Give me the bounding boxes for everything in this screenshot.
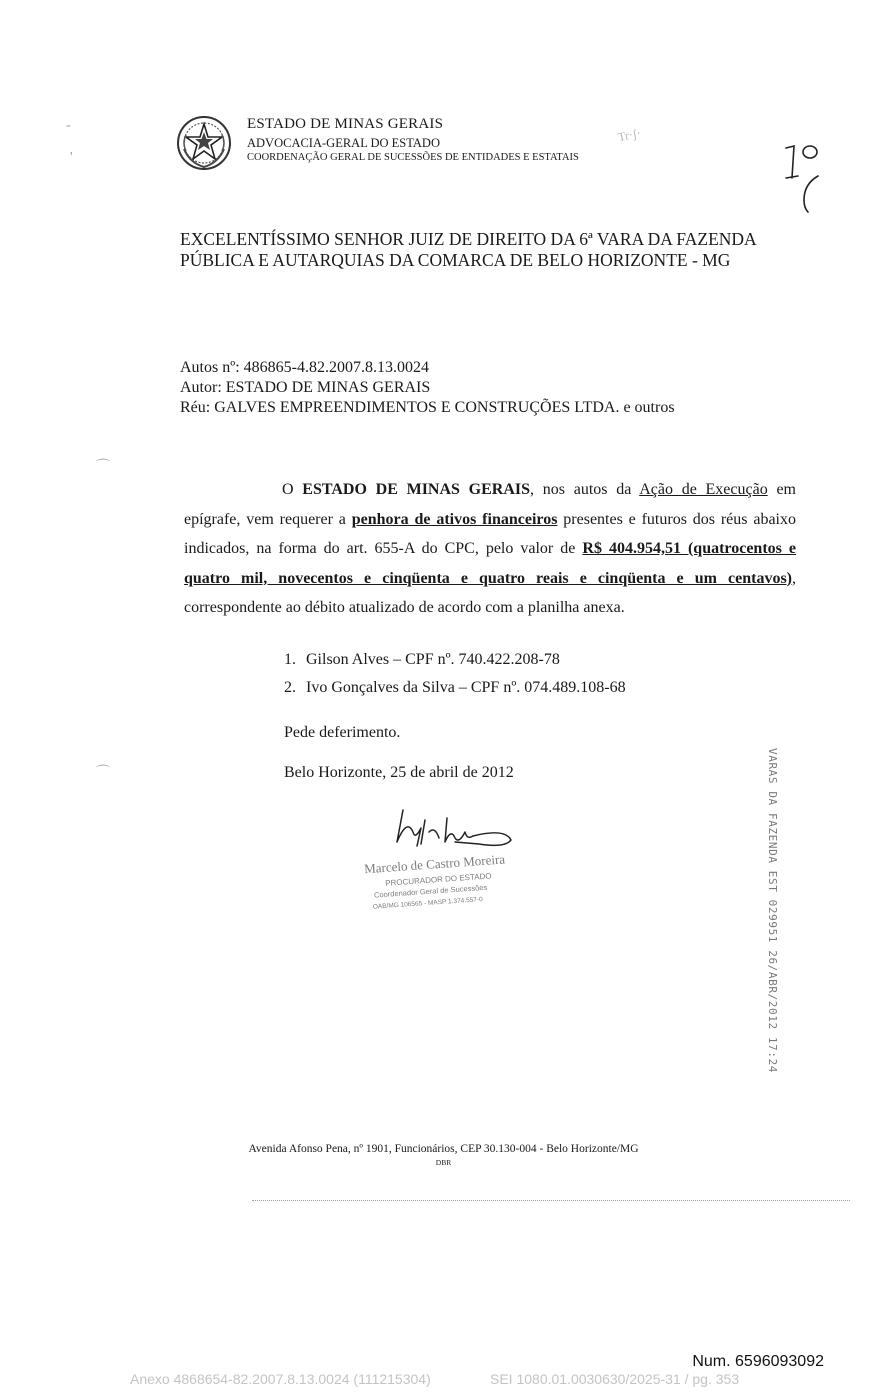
received-stamp: VARAS DA FAZENDA EST 029951 26/ABR/2012 17:24 — [766, 748, 779, 1074]
footer-address: Avenida Afonso Pena, nº 1901, Funcionários, CEP 30.130-004 - Belo Horizonte/MG — [248, 1143, 639, 1155]
party-name: ESTADO DE MINAS GERAIS — [302, 481, 531, 498]
signature — [355, 798, 525, 913]
debtor-list — [284, 646, 626, 702]
stamp-line: OAB/MG 106565 - MASP 1.374.557-0 — [372, 896, 483, 911]
case-defendant: Réu: GALVES EMPREENDIMENTOS E CONSTRUÇÕES LTDA. e outros — [180, 399, 675, 416]
document-id: Num. 6596093092 — [692, 1353, 824, 1370]
coat-of-arms-seal-icon — [176, 115, 232, 171]
case-info — [180, 358, 675, 418]
body-paragraph: O ESTADO DE MINAS GERAIS, nos autos da Ação de Execução em epígrafe, vem requerer a penhora de ativos financeiros presentes e futuros dos réus abaixo indicados, na forma do art. 655-A do CPC, pelo valor de R$ 404.954,51 (quatrocentos e quatro mil, novecentos e cinqüenta e quatro reais e cinqüenta e um centavos), correspondente ao débito atualizado de acordo com a planilha anexa. — [184, 481, 797, 616]
margin-tick: - — [66, 118, 71, 133]
case-number: Autos nº: 486865-4.82.2007.8.13.0024 — [180, 359, 429, 376]
signatory-name: Marcelo de Castro Moreira — [363, 851, 506, 877]
stamp-line: Coordenador Geral de Sucessões — [373, 882, 488, 900]
request-object: penhora de ativos financeiros — [351, 510, 558, 528]
header-state-name: ESTADO DE MINAS GERAIS — [247, 116, 444, 132]
action-type: Ação de Execução — [639, 481, 768, 498]
header-agency: ADVOCACIA-GERAL DO ESTADO — [247, 136, 440, 150]
case-plaintiff: Autor: ESTADO DE MINAS GERAIS — [180, 379, 431, 396]
header-coordination: COORDENAÇÃO GERAL DE SUCESSÕES DE ENTIDADES E ESTATAIS — [247, 152, 579, 163]
annex-reference: Anexo 4868654-82.2007.8.13.0024 (111215304) — [130, 1371, 431, 1387]
margin-tick: ⌒ — [96, 766, 110, 781]
list-item: 1. Gilson Alves – CPF nº. 740.422.208-78 — [284, 651, 560, 668]
closing-request: Pede deferimento. — [284, 724, 401, 741]
footer-divider — [252, 1200, 850, 1201]
pencil-scribble: Tr·ʃ· — [616, 125, 643, 145]
footer-code: DBR — [435, 1158, 452, 1167]
claim-amount: R$ 404.954,51 (quatrocentos e quatro mil, novecentos e cinqüenta e quatro reais e cinqüenta e um centavos) — [184, 540, 797, 587]
list-item: 2. Ivo Gonçalves da Silva – CPF nº. 074.489.108-68 — [284, 679, 626, 696]
place-date: Belo Horizonte, 25 de abril de 2012 — [284, 764, 514, 781]
addressee: EXCELENTÍSSIMO SENHOR JUIZ DE DIREITO DA 6ª VARA DA FAZENDA PÚBLICA E AUTARQUIAS DA COMARCA DE BELO HORIZONTE - MG — [180, 229, 756, 270]
handwritten-page-mark — [782, 140, 832, 215]
sei-reference: SEI 1080.01.0030630/2025-31 / pg. 353 — [490, 1371, 740, 1387]
stamp-line: PROCURADOR DO ESTADO — [384, 871, 492, 888]
margin-tick: ' — [70, 150, 73, 165]
margin-tick: ⌒ — [96, 460, 110, 475]
